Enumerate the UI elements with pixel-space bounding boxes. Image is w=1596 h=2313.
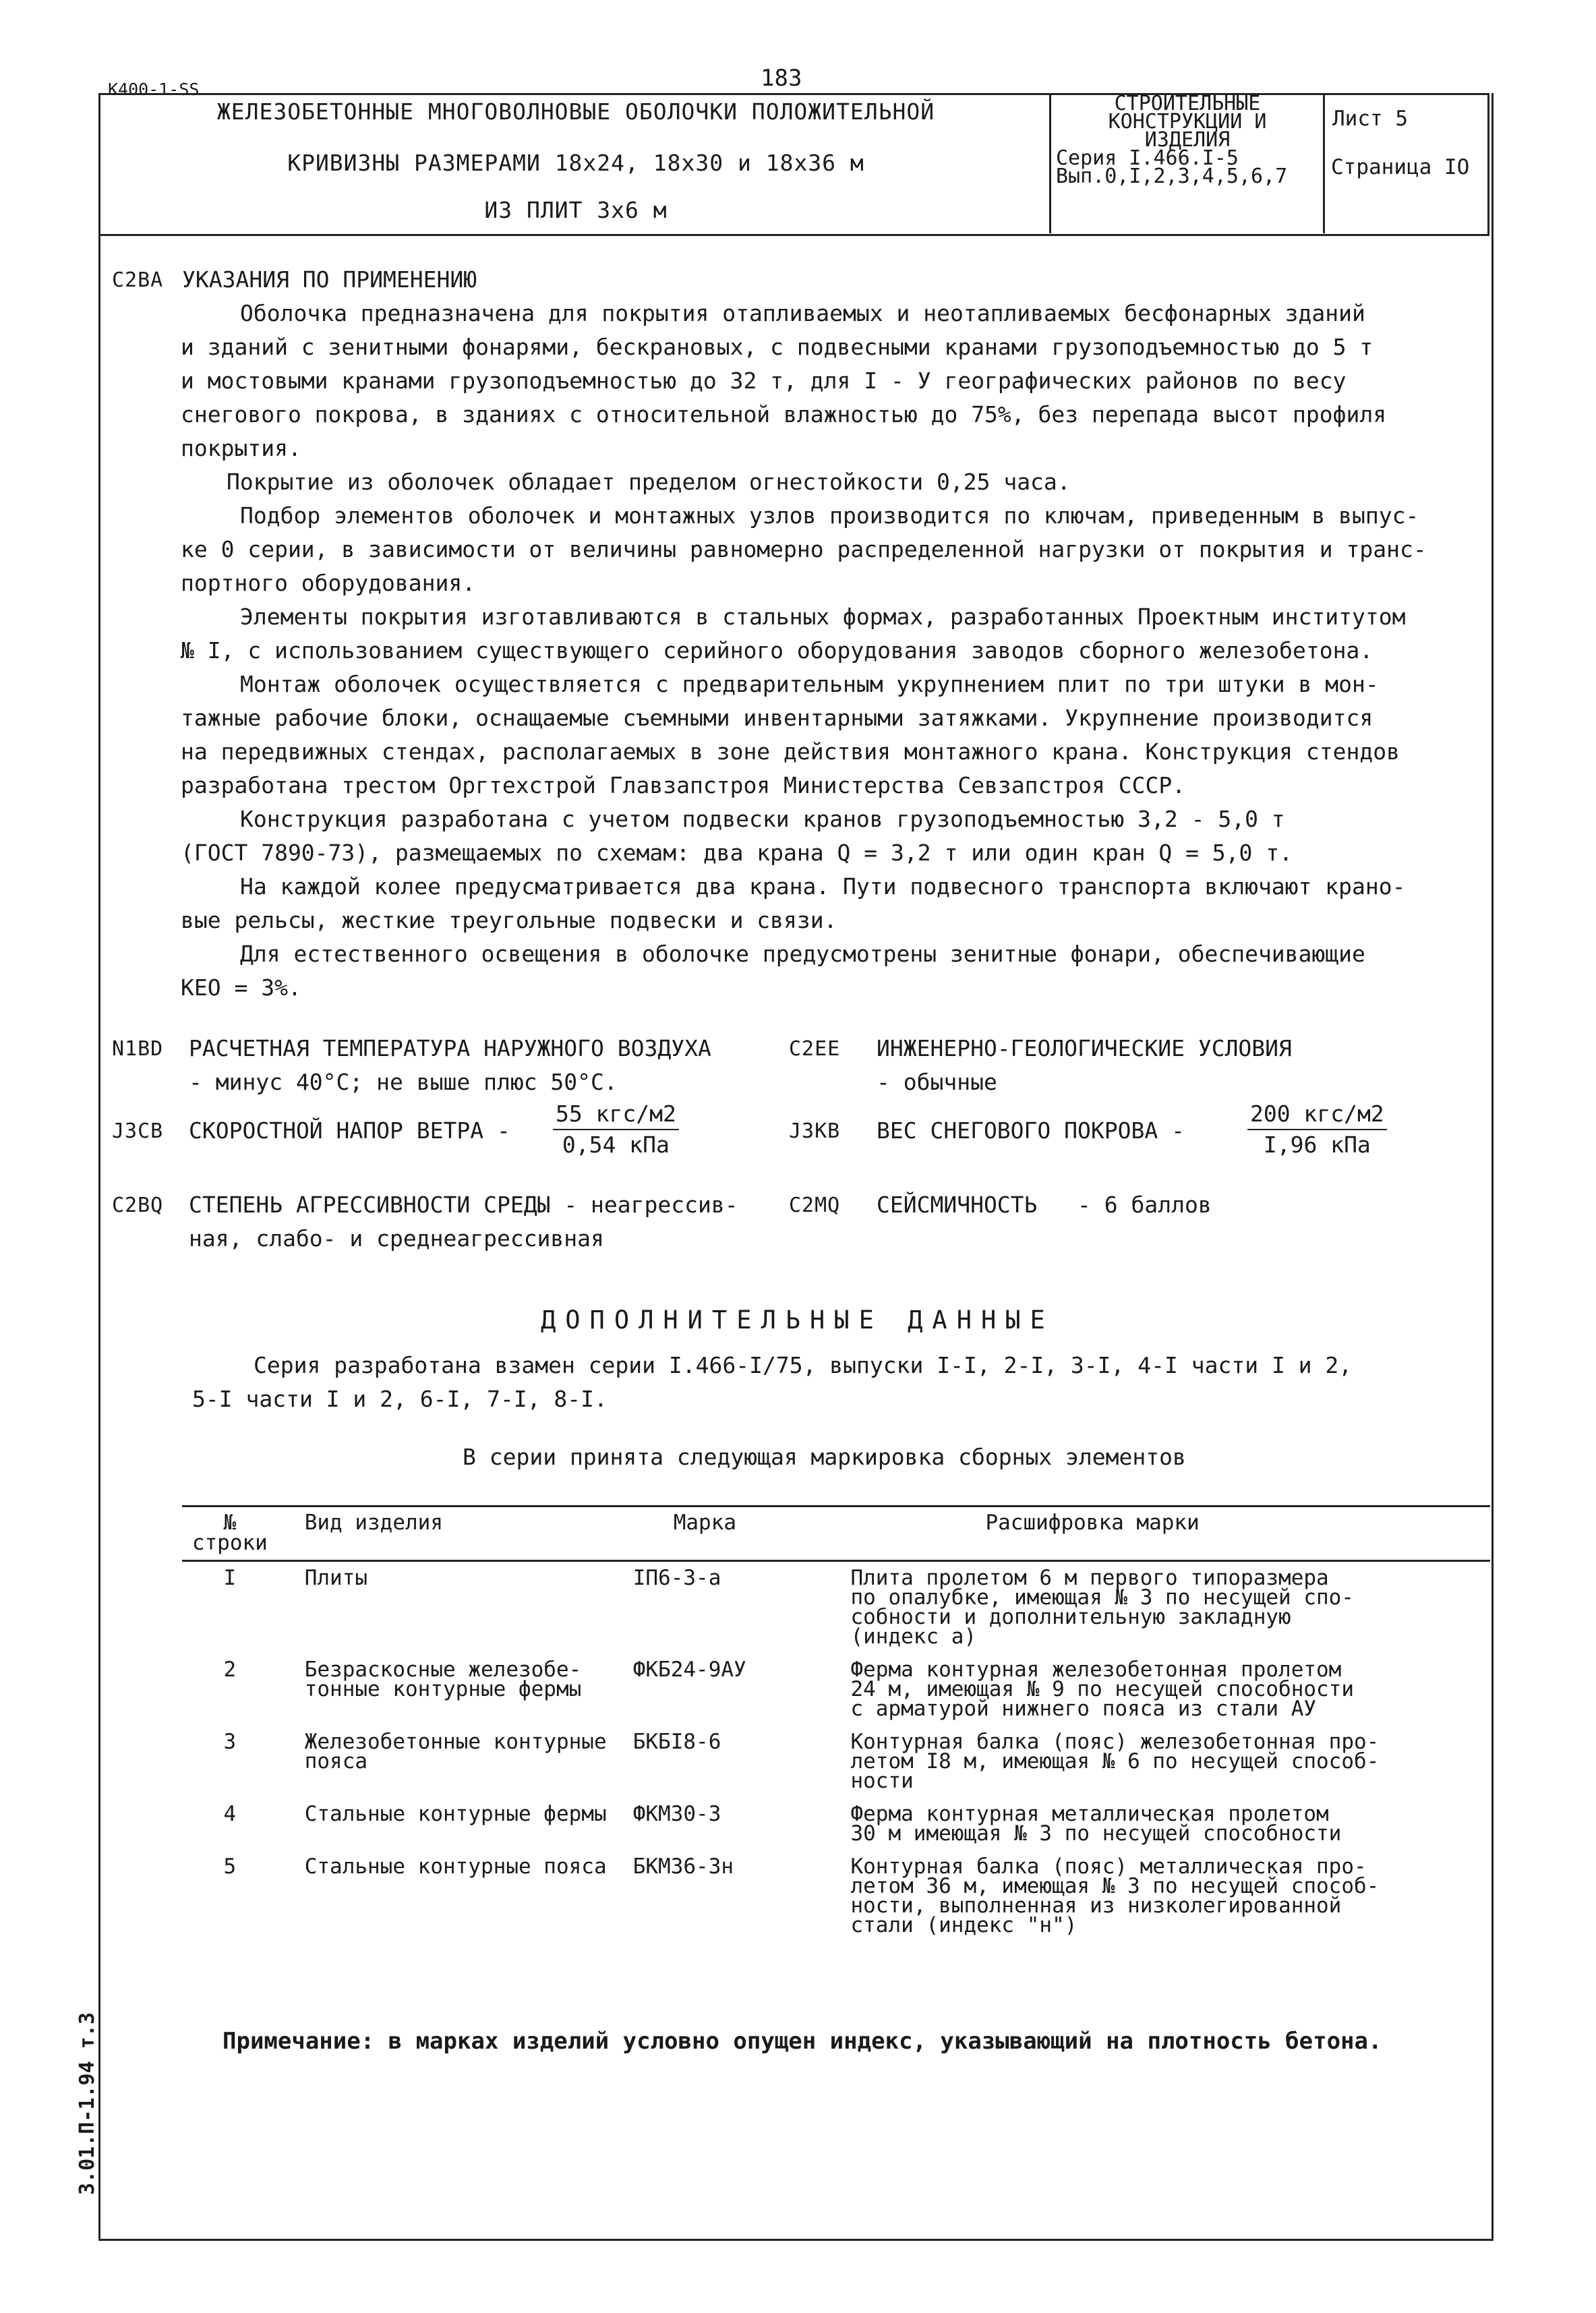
usage-heading: УКАЗАНИЯ ПО ПРИМЕНЕНИЮ — [182, 266, 477, 293]
series-cell — [1052, 94, 1325, 233]
row-desc: Контурная балка (пояс) металлическая про- летом 36 м, имеющая № 3 по несущей способ- ности, выполненная из низколегированной стали (индекс "н") — [850, 1854, 1380, 1937]
snow-code: J3KB — [789, 1119, 841, 1143]
temp-value: - минус 40°С; не выше плюс 50°С. — [189, 1069, 618, 1095]
col-kind-header: Вид изделия — [278, 1506, 633, 1561]
row-kind: Железобетонные контурные пояса — [304, 1730, 607, 1774]
series-line-2: КОНСТРУКЦИИ И — [1108, 110, 1267, 134]
seism-code: C2MQ — [789, 1194, 841, 1217]
usage-paragraph-3: Подбор элементов оболочек и монтажных узлов производится по ключам, приведенным в выпус- ке 0 серии, в зависимости от величины равномерно распределенной нагрузки от покрытия и транс- портного оборудования. — [181, 502, 1427, 596]
table-row — [182, 1653, 1490, 1726]
geo-value: - обычные — [877, 1069, 997, 1095]
table-row — [182, 1850, 1490, 1942]
snow-label: ВЕС СНЕГОВОГО ПОКРОВА - — [877, 1117, 1185, 1144]
sheet-cell — [1327, 94, 1489, 233]
aggr-label: СТЕПЕНЬ АГРЕССИВНОСТИ СРЕДЫ - неагрессив- — [189, 1192, 738, 1218]
usage-paragraph-6: Конструкция разработана с учетом подвески кранов грузоподъемностью 3,2 - 5,0 т (ГОСТ 7890-73), размещаемых по схемам: два крана Q = 3,2 т или один кран Q = 5,0 т. — [181, 806, 1293, 866]
temp-code: N1BD — [112, 1037, 164, 1061]
col-mark-header: Марка — [633, 1506, 851, 1561]
page-label: Страница IO — [1331, 155, 1470, 179]
col-desc-header: Расшифровка марки — [850, 1506, 1490, 1561]
wind-value-kgf: 55 кгс/м2 — [553, 1099, 679, 1130]
row-desc: Контурная балка (пояс) железобетонная про- летом I8 м, имеющая № 6 по несущей способ- ности — [850, 1730, 1380, 1793]
row-mark: БКБI8-6 — [632, 1730, 721, 1754]
col-number-header: № строки — [182, 1506, 278, 1561]
row-number: 4 — [223, 1802, 237, 1826]
extra-line-1: Серия разработана взамен серии I.466-I/75, выпуски I-I, 2-I, 3-I, 4-I части I и 2, — [254, 1352, 1353, 1378]
title-line-1: ЖЕЛЕЗОБЕТОННЫЕ МНОГОВОЛНОВЫЕ ОБОЛОЧКИ ПОЛОЖИТЕЛЬНОЙ — [216, 98, 935, 125]
usage-paragraph-2: Покрытие из оболочек обладает пределом огнестойкости 0,25 часа. — [227, 469, 1071, 495]
row-mark: IП6-3-а — [632, 1566, 721, 1590]
seism-text: СЕЙСМИЧНОСТЬ - 6 баллов — [877, 1192, 1212, 1218]
usage-code: C2BA — [112, 268, 164, 292]
row-mark: БКМ36-3н — [632, 1854, 734, 1879]
row-number: 3 — [223, 1730, 237, 1754]
row-number: I — [223, 1566, 237, 1590]
document-code: К400-1-SS — [108, 80, 200, 99]
title-line-3: ИЗ ПЛИТ 3х6 м — [484, 197, 668, 223]
wind-value-kpa: 0,54 кПа — [562, 1132, 670, 1158]
sheet-label: Лист 5 — [1332, 107, 1408, 131]
series-line-5: Вып.0,I,2,3,4,5,6,7 — [1056, 165, 1288, 188]
table-row — [182, 1561, 1490, 1654]
row-number: 2 — [223, 1658, 237, 1682]
marks-table — [182, 1505, 1490, 1942]
table-caption: В серии принята следующая маркировка сборных элементов — [463, 1444, 1186, 1470]
extra-line-2: 5-I части I и 2, 6-I, 7-I, 8-I. — [192, 1386, 608, 1412]
aggr-value: ная, слабо- и среднеагрессивная — [189, 1225, 604, 1252]
row-kind: Безраскосные железобе- тонные контурные фермы — [304, 1658, 582, 1701]
row-kind: Стальные контурные пояса — [304, 1854, 607, 1879]
table-header-row — [182, 1506, 1490, 1561]
footnote: Примечание: в марках изделий условно опущен индекс, указывающий на плотность бетона. — [223, 2028, 1382, 2055]
wind-label: СКОРОСТНОЙ НАПОР ВЕТРА - — [189, 1117, 510, 1144]
aggr-code: C2BQ — [112, 1194, 164, 1217]
usage-paragraph-5: Монтаж оболочек осуществляется с предварительным укрупнением плит по три штуки в мон- тажные рабочие блоки, оснащаемые съемными инвентарными затяжками. Укрупнение производится на передвижных стендах, располагаемых в зоне действия монтажного крана. Конструкция стендов разработана трестом Оргтехстрой Главзапстроя Министерства Севзапстроя СССР. — [181, 671, 1400, 798]
wind-code: J3CB — [112, 1119, 164, 1143]
temp-label: РАСЧЕТНАЯ ТЕМПЕРАТУРА НАРУЖНОГО ВОЗДУХА — [189, 1035, 711, 1061]
row-desc: Ферма контурная металлическая пролетом 30 м имеющая № 3 по несущей способности — [850, 1802, 1342, 1846]
geo-label: ИНЖЕНЕРНО-ГЕОЛОГИЧЕСКИЕ УСЛОВИЯ — [877, 1035, 1292, 1061]
row-mark: ФКБ24-9АУ — [632, 1658, 746, 1682]
usage-paragraph-1: Оболочка предназначена для покрытия отапливаемых и неотапливаемых бесфонарных зданий и зданий с зенитными фонарями, бескрановых, с подвесными кранами грузоподъемностью до 5 т и мостовыми кранами грузоподъемностью до 32 т, для I - У географических районов по весу снегового покрова, в зданиях с относительной влажностью до 75%, без перепада высот профиля покрытия. — [181, 300, 1387, 461]
wind-value — [553, 1099, 679, 1160]
series-line-4: Серия I.466.I-5 — [1056, 146, 1239, 170]
geo-code: C2EE — [789, 1037, 841, 1061]
title-cell — [100, 94, 1051, 233]
title-line-2: КРИВИЗНЫ РАЗМЕРАМИ 18х24, 18х30 и 18х36 м — [287, 150, 864, 176]
usage-paragraph-7: На каждой колее предусматривается два крана. Пути подвесного транспорта включают крано- вые рельсы, жесткие треугольные подвески и связи. — [181, 873, 1406, 933]
table-row — [182, 1726, 1490, 1798]
row-kind: Стальные контурные фермы — [304, 1802, 607, 1826]
extra-title: ДОПОЛНИТЕЛЬНЫЕ ДАННЫЕ — [541, 1306, 1055, 1335]
usage-paragraph-4: Элементы покрытия изготавливаются в стальных формах, разработанных Проектным институтом № I, с использованием существующего серийного оборудования заводов сборного железобетона. — [181, 604, 1406, 664]
snow-value-kpa: I,96 кПа — [1263, 1132, 1371, 1158]
series-line-1: СТРОИТЕЛЬНЫЕ — [1114, 92, 1261, 115]
row-desc: Плита пролетом 6 м первого типоразмера по опалубке, имеющая № 3 по несущей спо- собности и дополнительную закладную (индекс а) — [850, 1566, 1355, 1649]
side-code: 3.01.П-1.94 т.3 — [76, 2012, 99, 2195]
table-row — [182, 1798, 1490, 1850]
row-desc: Ферма контурная железобетонная пролетом 24 м, имеющая № 9 по несущей способности с арматурой нижнего пояса из стали АУ — [850, 1658, 1355, 1721]
snow-value — [1247, 1099, 1387, 1160]
row-mark: ФКМ30-3 — [632, 1802, 721, 1826]
row-number: 5 — [223, 1854, 237, 1879]
page-number: 183 — [761, 65, 802, 92]
usage-paragraph-8: Для естественного освещения в оболочке предусмотрены зенитные фонари, обеспечивающие КЕО = 3%. — [181, 941, 1365, 1001]
snow-value-kgf: 200 кгс/м2 — [1247, 1099, 1387, 1130]
series-line-3: ИЗДЕЛИЯ — [1144, 128, 1231, 152]
row-kind: Плиты — [304, 1566, 368, 1590]
